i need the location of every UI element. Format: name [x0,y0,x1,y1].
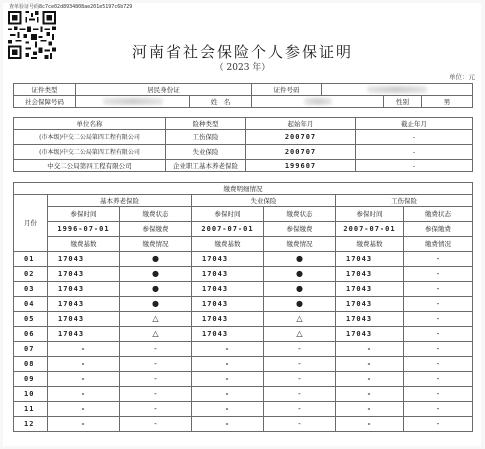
base-amount: 17043 [192,297,264,312]
enroll-time-value: 2007-07-01 [336,222,404,237]
base-amount: 17043 [336,267,404,282]
base-amount: - [192,387,264,402]
base-amount: 17043 [48,327,120,342]
month-cell: 10 [14,387,48,402]
base-amount: - [48,417,120,432]
payment-status-mark: △ [120,327,192,342]
group-header-row [14,195,473,207]
payment-status-mark: - [404,252,473,267]
base-label: 缴费基数 [48,237,120,252]
col-header-unit: 单位名称 [14,118,166,130]
payment-status-mark: ● [120,282,192,297]
table-row [14,252,473,267]
pay-status-value: 参保缴费 [404,222,473,237]
base-amount: 17043 [336,282,404,297]
base-amount: 17043 [48,312,120,327]
status-label: 缴费情况 [264,237,336,252]
payment-status-mark: - [404,267,473,282]
payment-detail-table [13,182,473,432]
enroll-time-value: 2007-07-01 [192,222,264,237]
payment-status-mark: - [404,282,473,297]
base-label: 缴费基数 [192,237,264,252]
month-cell: 08 [14,357,48,372]
end-month: - [356,145,473,160]
payment-status-mark: - [264,342,336,357]
insurance-type: 企业职工基本养老保险 [166,160,246,172]
month-cell: 04 [14,297,48,312]
payment-status-mark: - [404,402,473,417]
base-amount: - [192,357,264,372]
base-amount: - [48,402,120,417]
payment-status-mark: - [404,372,473,387]
group-header-injury: 工伤保险 [336,195,473,207]
ss-number-label: 社会保障号码 [14,96,76,108]
payment-status-mark: ● [264,267,336,282]
month-cell: 07 [14,342,48,357]
section-title-row [14,183,473,195]
table-row [14,357,473,372]
payment-status-mark: - [264,402,336,417]
base-amount: - [48,342,120,357]
status-label: 缴费情况 [120,237,192,252]
table-row [14,145,473,160]
group-header-pension: 基本养老保险 [48,195,192,207]
payment-status-mark: - [404,417,473,432]
payment-status-mark: - [120,372,192,387]
base-amount: - [336,342,404,357]
base-amount: - [48,357,120,372]
enroll-time-label: 参保时间 [336,207,404,222]
payment-status-mark: - [264,357,336,372]
payment-status-mark: - [120,402,192,417]
table-row [14,267,473,282]
base-label: 缴费基数 [336,237,404,252]
end-month: - [356,130,473,145]
id-type-label: 证件类型 [14,84,76,96]
name-value [252,96,384,108]
payment-status-mark: - [404,312,473,327]
enroll-time-label: 参保时间 [48,207,120,222]
gender-value: 男 [422,96,473,108]
payment-status-mark: - [404,327,473,342]
pay-status-label: 缴费状态 [264,207,336,222]
insurance-type: 工伤保险 [166,130,246,145]
gender-label: 性别 [384,96,422,108]
meta-value-row [14,222,473,237]
verification-code: 查单验证号码8c7ce02d8934808ae201e5197c6b729 [9,4,133,10]
month-cell: 01 [14,252,48,267]
pay-status-value: 参保缴费 [120,222,192,237]
section-title: 缴费明细情况 [14,183,473,195]
base-amount: - [192,402,264,417]
month-cell: 11 [14,402,48,417]
page-title: 河南省社会保险个人参保证明 [131,43,353,61]
unit-name: 中交二公局第四工程有限公司 [14,160,166,172]
col-header-type: 险种类型 [166,118,246,130]
base-amount: 17043 [48,267,120,282]
payment-status-mark: △ [264,312,336,327]
table-row [14,417,473,432]
base-amount: - [336,357,404,372]
base-amount: - [48,372,120,387]
enroll-time-label: 参保时间 [192,207,264,222]
payment-status-mark: - [120,342,192,357]
base-amount: - [336,387,404,402]
month-header: 月份 [14,195,48,252]
payment-status-mark: ● [264,282,336,297]
payment-status-mark: - [264,417,336,432]
payment-status-mark: - [404,297,473,312]
table-row [14,297,473,312]
id-type-value: 居民身份证 [76,84,252,96]
payment-status-mark: ● [120,252,192,267]
start-month: 199607 [246,160,356,172]
table-row [14,96,473,108]
status-label: 缴费情况 [404,237,473,252]
payment-status-mark: - [404,387,473,402]
payment-status-mark: - [120,387,192,402]
end-month: - [356,160,473,172]
month-cell: 12 [14,417,48,432]
payment-status-mark: ● [264,297,336,312]
table-row [14,402,473,417]
redacted-block [367,86,427,93]
table-row [14,312,473,327]
base-amount: 17043 [192,252,264,267]
payment-status-mark: - [404,342,473,357]
redacted-block [103,98,163,105]
month-cell: 06 [14,327,48,342]
payment-status-mark: ● [120,297,192,312]
base-amount: - [192,342,264,357]
enroll-time-value: 1996-07-01 [48,222,120,237]
unit-name: (市本级)中交二公局第四工程有限公司 [14,130,166,145]
ss-number-value [76,96,190,108]
payment-status-mark: ● [120,267,192,282]
payment-status-mark: - [264,372,336,387]
base-amount: 17043 [192,282,264,297]
table-row [14,282,473,297]
payment-status-mark: △ [120,312,192,327]
col-header-end: 截止年月 [356,118,473,130]
base-amount: 17043 [336,312,404,327]
month-cell: 02 [14,267,48,282]
payment-status-mark: - [120,417,192,432]
group-header-unemployment: 失业保险 [192,195,336,207]
month-cell: 05 [14,312,48,327]
base-amount: 17043 [48,282,120,297]
payment-status-mark: - [264,387,336,402]
name-label: 姓 名 [190,96,252,108]
base-amount: - [192,417,264,432]
base-amount: 17043 [336,327,404,342]
base-amount: 17043 [192,327,264,342]
insurance-table [13,117,473,172]
page-subtitle: （ 2023 年） [214,63,271,73]
pay-status-label: 缴费状态 [404,207,473,222]
meta-label-row [14,207,473,222]
unit-name: (市本级)中交二公局第四工程有限公司 [14,145,166,160]
start-month: 200707 [246,130,356,145]
table-row [14,130,473,145]
col-header-start: 起始年月 [246,118,356,130]
start-month: 200707 [246,145,356,160]
base-amount: - [192,372,264,387]
base-amount: 17043 [192,267,264,282]
column-label-row [14,237,473,252]
table-row [14,160,473,172]
base-amount: - [48,387,120,402]
base-amount: - [336,417,404,432]
payment-status-mark: △ [264,327,336,342]
table-row [14,84,473,96]
base-amount: - [336,402,404,417]
base-amount: 17043 [48,252,120,267]
personal-info-table [13,83,473,108]
table-row [14,387,473,402]
id-number-label: 证件号码 [252,84,322,96]
table-row [14,327,473,342]
month-cell: 09 [14,372,48,387]
insurance-type: 失业保险 [166,145,246,160]
id-number-value [322,84,473,96]
unit-label: 单位：元 [449,73,475,81]
pay-status-label: 缴费状态 [120,207,192,222]
base-amount: 17043 [192,312,264,327]
payment-status-mark: - [120,357,192,372]
table-header-row [14,118,473,130]
payment-status-mark: ● [264,252,336,267]
base-amount: - [336,372,404,387]
table-row [14,372,473,387]
payment-status-mark: - [404,357,473,372]
pay-status-value: 参保缴费 [264,222,336,237]
base-amount: 17043 [336,252,404,267]
redacted-block [304,98,332,105]
base-amount: 17043 [48,297,120,312]
table-row [14,342,473,357]
base-amount: 17043 [336,297,404,312]
month-cell: 03 [14,282,48,297]
